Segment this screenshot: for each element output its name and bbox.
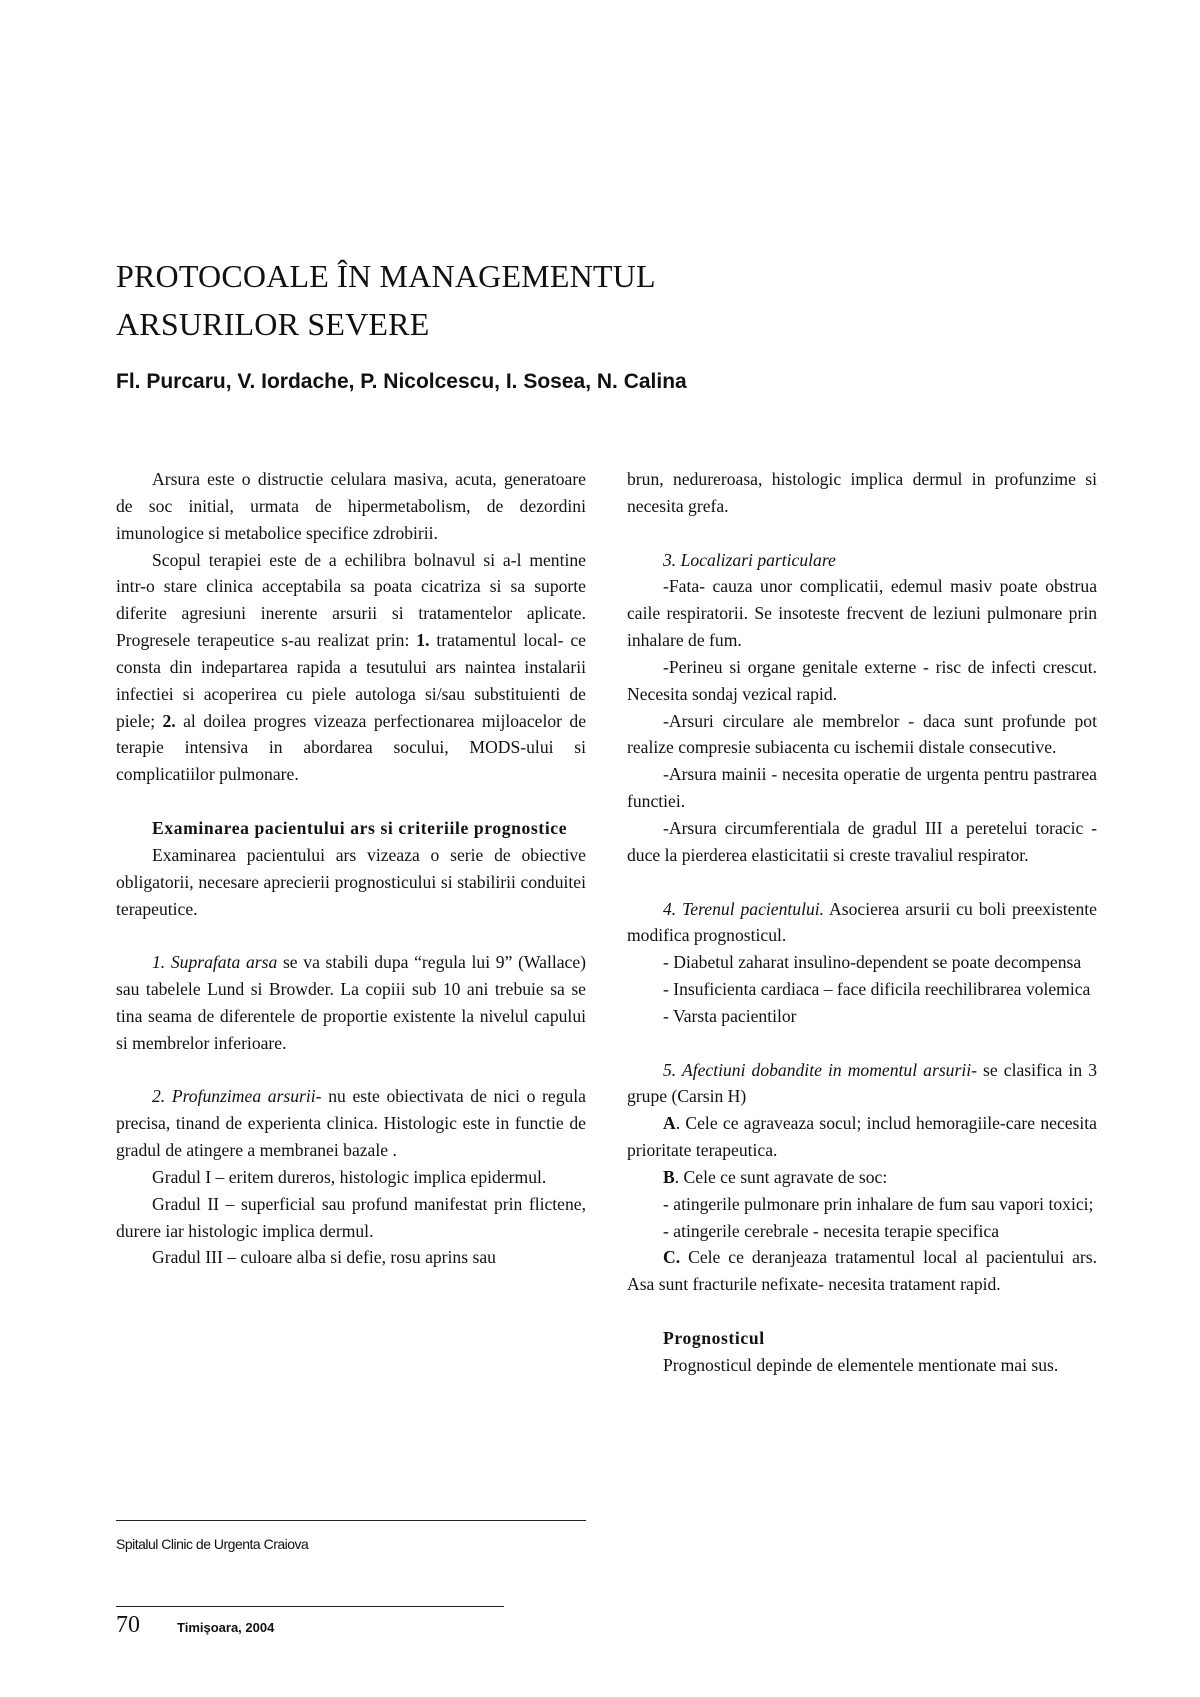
location-thorax: -Arsura circumferentiala de gradul III a peretelui toracic - duce la pierderea elasticitatii si creste travaliul respirator. bbox=[627, 817, 1097, 865]
group-c-paragraph bbox=[627, 1244, 1097, 1298]
group-c-text: Cele ce deranjeaza tratamentul local al pacientului ars. Asa sunt fracturile nefixate- necesita tratament rapid. bbox=[627, 1247, 1097, 1295]
location-hand: -Arsura mainii - necesita operatie de urgenta pentru pastrarea functiei. bbox=[627, 764, 1097, 812]
right-column bbox=[627, 466, 1097, 1379]
intro-p2-number-1: 1. bbox=[416, 630, 430, 651]
intro-paragraph-2 bbox=[116, 547, 586, 789]
group-b-letter: B bbox=[663, 1166, 675, 1187]
item-1-text: se va stabili dupa “regula lui 9” (Wallace) sau tabelele Lund si Browder. La copiii sub 10 ani trebuie sa se tina seama de diferentele de proportie existente la nivelul capului si membrelor inferioare. bbox=[116, 952, 587, 1053]
intro-p2-number-2: 2. bbox=[162, 710, 176, 731]
grade-3-paragraph-end: brun, nedureroasa, histologic implica dermul in profunzime si necesita grefa. bbox=[627, 469, 1097, 516]
journal-location-year: Timişoara, 2004 bbox=[177, 1620, 275, 1635]
group-a-letter: A bbox=[663, 1113, 676, 1134]
intro-p2-text-b: tratamentul local- ce consta din indepartarea rapida a tesutului ars naintea instalarii infectiei si acoperirea cu piele autologa si/sau substituienti de piele; bbox=[116, 630, 586, 731]
section-heading-examination: Examinarea pacientului ars si criteriile prognostice bbox=[152, 817, 568, 838]
item-particular-locations bbox=[627, 547, 1097, 574]
section-heading-prognosis: Prognosticul bbox=[663, 1328, 765, 1348]
item-4-text: Asocierea arsurii cu boli preexistente modifica prognosticul. bbox=[627, 898, 1097, 946]
item-burn-depth bbox=[116, 1083, 586, 1164]
prognosis-paragraph: Prognosticul depinde de elementele mentionate mai sus. bbox=[663, 1354, 1059, 1375]
item-burn-surface bbox=[116, 949, 586, 1056]
group-c-letter: C. bbox=[663, 1247, 681, 1268]
item-acquired-conditions bbox=[627, 1057, 1097, 1111]
footnote-divider bbox=[116, 1520, 586, 1521]
grade-3-paragraph-start: Gradul III – culoare alba si defie, rosu aprins sau bbox=[152, 1247, 496, 1268]
terrain-age: - Varsta pacientilor bbox=[663, 1005, 797, 1026]
terrain-diabetes: - Diabetul zaharat insulino-dependent se poate decompensa bbox=[663, 952, 1082, 973]
item-patient-terrain bbox=[627, 896, 1097, 950]
group-a-paragraph bbox=[627, 1110, 1097, 1164]
intro-p2-text-a: Scopul terapiei este de a echilibra bolnavul si a-l mentine intr-o stare clinica acceptabila sa poata cicatriza si sa suporte diferite agresiuni inerente arsurii si tratamentelor aplicate. Progresele terapeutice s-au realizat prin: bbox=[116, 549, 586, 651]
title-line-1: PROTOCOALE ÎN MANAGEMENTUL bbox=[116, 258, 656, 294]
grade-1-paragraph: Gradul I – eritem dureros, histologic implica epidermul. bbox=[152, 1166, 547, 1187]
intro-p2-text-c: al doilea progres vizeaza perfectionarea mijloacelor de terapie intensiva in abordarea socului, MODS-ului si complicatiilor pulmonare. bbox=[116, 710, 586, 785]
item-4-label: 4. Terenul pacientului. bbox=[663, 898, 825, 919]
location-face: -Fata- cauza unor complicatii, edemul masiv poate obstrua caile respiratorii. Se insoteste frecvent de leziuni pulmonare prin inhalare de fum. bbox=[627, 576, 1097, 651]
terrain-cardiac: - Insuficienta cardiaca – face dificila reechilibrarea volemica bbox=[663, 979, 1091, 1000]
author-list: Fl. Purcaru, V. Iordache, P. Nicolcescu, I. Sosea, N. Calina bbox=[116, 370, 687, 393]
intro-paragraph-1: Arsura este o distructie celulara masiva, acuta, generatoare de soc initial, urmata de hipermetabolism, de dezordini imunologice si metabolice specifice zdrobirii. bbox=[116, 469, 586, 543]
item-1-label: 1. Suprafata arsa bbox=[152, 952, 278, 973]
group-b-text: . Cele ce sunt agravate de soc: bbox=[674, 1166, 888, 1187]
group-a-text: . Cele ce agraveaza socul; includ hemoragiile-care necesita prioritate terapeutica. bbox=[627, 1113, 1097, 1161]
group-b-item-pulmonary: - atingerile pulmonare prin inhalare de fum sau vapori toxici; bbox=[663, 1193, 1094, 1214]
grade-2-paragraph: Gradul II – superficial sau profund manifestat prin flictene, durere iar histologic implica dermul. bbox=[116, 1193, 586, 1241]
page-number: 70 bbox=[116, 1612, 140, 1638]
title-line-2: ARSURILOR SEVERE bbox=[116, 306, 430, 342]
location-limbs: -Arsuri circulare ale membrelor - daca sunt profunde pot realize compresie subiacenta cu ischemii distale consecutive. bbox=[627, 710, 1097, 758]
group-b-item-cerebral: - atingerile cerebrale - necesita terapie specifica bbox=[663, 1220, 1000, 1241]
footer-divider bbox=[116, 1606, 504, 1607]
examination-paragraph: Examinarea pacientului ars vizeaza o serie de obiective obligatorii, necesare aprecierii prognosticului si stabilirii conduitei terapeutice. bbox=[116, 844, 586, 919]
left-column bbox=[116, 466, 586, 1271]
item-2-label: 2. Profunzimea arsurii- bbox=[152, 1086, 322, 1107]
item-3-label: 3. Localizari particulare bbox=[663, 549, 836, 570]
affiliation-footnote: Spitalul Clinic de Urgenta Craiova bbox=[116, 1536, 309, 1552]
article-title bbox=[116, 252, 876, 348]
item-2-text: nu este obiectivata de nici o regula precisa, tinand de experienta clinica. Histologic este in functie de gradul de atingere a membranei bazale . bbox=[116, 1086, 586, 1161]
location-perineum: -Perineu si organe genitale externe - risc de infecti crescut. Necesita sondaj vezical rapid. bbox=[627, 656, 1097, 704]
item-5-label: 5. Afectiuni dobandite in momentul arsurii- bbox=[663, 1059, 977, 1080]
group-b-paragraph bbox=[627, 1164, 1097, 1191]
item-5-text: se clasifica in 3 grupe (Carsin H) bbox=[627, 1059, 1097, 1107]
